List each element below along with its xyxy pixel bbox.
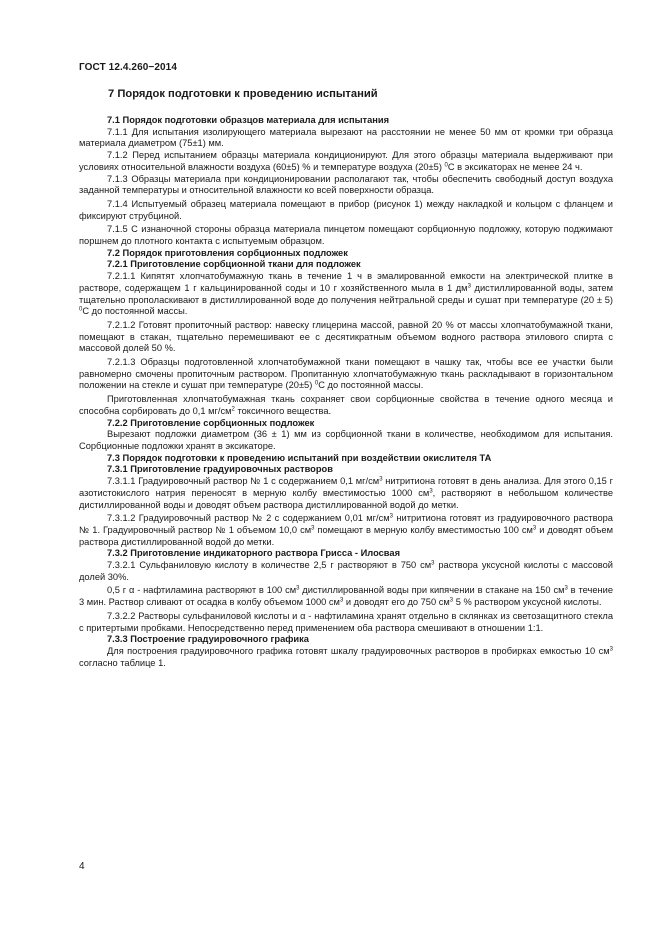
superscript: 3 [339,597,344,604]
subsection-heading: 7.3.1 Приготовление градуировочных растворов [107,464,333,475]
text-fragment: и доводят объем раствора дистиллированной водой до метки. [79,524,613,547]
text-fragment: в течение 3 мин. Раствор сливают от осадка в колбу объемом 1000 см [79,585,613,608]
paragraph-7-2-1-1 [79,271,613,318]
paragraph-7-1-4: 7.1.4 Испытуемый образец материала помещают в прибор (рисунок 1) между накладкой и кольцом с фланцем и фиксируют струбциной. [79,198,613,221]
superscript: 3 [564,585,568,592]
text-fragment: С до постоянной массы. [82,306,188,317]
text-fragment: и доводят его до 750 см [343,597,450,608]
superscript: 3 [429,488,433,495]
paragraph-7-3-1-1 [79,476,613,511]
text-fragment: 7.2.1.1 Кипятят хлопчатобумажную ткань в течение 1 ч в эмалированной емкости на электрической плитке в растворе, содержащем 1 г кальцинированной соды и 10 г хозяйственного мыла в 1 дм [79,271,613,293]
standard-designation: ГОСТ 12.4.260−2014 [79,62,177,73]
superscript: 3 [389,513,394,520]
text-fragment: 7.3.2.1 Сульфаниловую кислоту в количестве 2,5 г растворяют в 750 см [107,560,432,571]
text-fragment: Приготовленная хлопчатобумажная ткань сохраняет свои сорбционные свойства в течение одного месяца и способна сорбировать до 0,1 мг/см [79,394,613,416]
section-title: 7 Порядок подготовки к проведению испытаний [108,88,378,100]
paragraph-fabric-storage [79,394,613,417]
superscript: 3 [431,560,435,567]
text-fragment: С в эксикаторах не менее 24 ч. [447,161,583,172]
superscript: 3 [449,597,454,604]
paragraph-7-3-2-1 [79,560,613,583]
paragraph-7-1-1: 7.1.1 Для испытания изолирующего материала вырезают на расстоянии не менее 50 мм от кромки три образца материала диаметром (75±1) мм. [79,126,613,149]
text-fragment: 7.1.2 Перед испытанием образцы материала кондиционируют. Для этого образцы материала выдерживают при условиях относительной влажности воздуха (60±5) % и температуре воздуха (20±5) [79,150,613,172]
text-fragment: токсичного вещества. [234,405,332,416]
paragraph-7-2-1-3 [79,357,613,392]
superscript: 3 [467,283,471,290]
superscript: 0 [314,380,319,387]
text-fragment: , растворяют в небольшом количестве дистиллированной воды и доводят объем раствора дистиллированной водой до метки. [79,487,613,510]
superscript: 3 [609,646,613,653]
subsection-heading: 7.1 Порядок подготовки образцов материала для испытания [107,115,390,125]
subsection-heading: 7.2 Порядок приготовления сорбционных подложек [107,247,348,258]
text-fragment: нитритиона готовят из градуировочного раствора № 1. Градуировочный раствор № 1 объемом 10,0 см [79,513,613,535]
paragraph-7-3-3 [79,646,613,669]
text-fragment: 7.2.1.3 Образцы подготовленной хлопчатобумажной ткани помещают в чашку так, чтобы все ее участки были равномерно смочены пропиточным раствором. Пропитанную хлопчатобумажную ткань раскладывают в горизонтальном положении на стекле и сушат при температуре (20±5) [79,357,613,391]
text-fragment: согласно таблице 1. [79,657,166,668]
superscript: 3 [311,525,315,532]
text-fragment: 5 % раствором уксусной кислоты. [453,597,602,608]
text-fragment: раствора уксусной кислоты с массовой долей 30%. [79,560,613,582]
superscript: 2 [231,406,235,413]
paragraph-naphthylamine [79,585,613,608]
superscript: 3 [379,476,383,483]
text-fragment: 7.3.1.1 Градуировочный раствор № 1 с содержанием 0,1 мг/см [107,476,380,487]
text-fragment: 7.3.1.2 Градуировочный раствор № 2 с содержанием 0,01 мг/см [107,513,390,524]
paragraph-7-3-1-2 [79,513,613,548]
subsection-heading: 7.3.2 Приготовление индикаторного раствора Грисса - Илосвая [107,548,400,559]
subsection-heading: 7.3 Порядок подготовки к проведению испытаний при воздействии окислителя ТА [107,452,492,463]
paragraph-7-3-2-2: 7.3.2.2 Растворы сульфаниловой кислоты и α - нафтиламина хранят отдельно в склянках из светозащитного стекла с притертыми пробками. Непосредственно перед применением оба раствора смешивают в отношении 1:1. [79,610,613,633]
paragraph-7-2-1-2: 7.2.1.2 Готовят пропиточный раствор: навеску глицерина массой, равной 20 % от массы хлопчатобумажной ткани, помещают в стакан, тщательно перемешивают ее с десятикратным объемом водного раствора этилового спирта с массовой долей 50 %. [79,319,613,354]
text-fragment: дистиллированной воды, затем тщательно прополаскивают в дистиллированной воде до получения нейтральной среды и сушат при температуре (20 ± 5) [79,282,613,305]
text-fragment: помещают в мерную колбу вместимостью 100 см [314,524,533,535]
paragraph-7-1-2 [79,150,613,173]
paragraph-7-1-5: 7.1.5 С изнаночной стороны образца материала пинцетом помещают сорбционную подложку, которую поджимают поршнем до плотного контакта с испытуемым образцом. [79,224,613,247]
page-number: 4 [79,861,85,872]
superscript: 3 [532,525,537,532]
paragraph-7-2-2: Вырезают подложки диаметром (36 ± 1) мм из сорбционной ткани в количестве, необходимом для испытания. Сорбционные подложки хранят в эксикаторе. [79,429,613,451]
subsection-heading: 7.3.3 Построение градуировочного графика [107,634,309,645]
superscript: 3 [296,585,300,592]
superscript: 0 [444,162,448,169]
text-fragment: нитритиона готовят в день анализа. Для этого 0,15 г азотистокислого натрия переносят в мерную колбу вместимостью 1000 см [79,476,613,498]
text-fragment: Для построения градуировочного графика готовят шкалу градуировочных растворов в пробирках емкостью 10 см [107,645,610,656]
text-fragment: С до постоянной массы. [318,380,424,391]
text-fragment: дистиллированной воды при кипячении в стакане на 150 см [299,585,565,596]
subsection-heading: 7.2.1 Приготовление сорбционной ткани для подложек [107,259,361,270]
text-fragment: 0,5 г α - нафтиламина растворяют в 100 см [107,585,297,596]
superscript: 0 [79,306,83,313]
paragraph-7-1-3: 7.1.3 Образцы материала при кондиционировании располагают так, чтобы обеспечить свободный доступ воздуха заданной температуры и относительной влажности ко всей поверхности образца. [79,173,613,196]
subsection-heading: 7.2.2 Приготовление сорбционных подложек [107,417,315,428]
section-body [79,115,613,669]
